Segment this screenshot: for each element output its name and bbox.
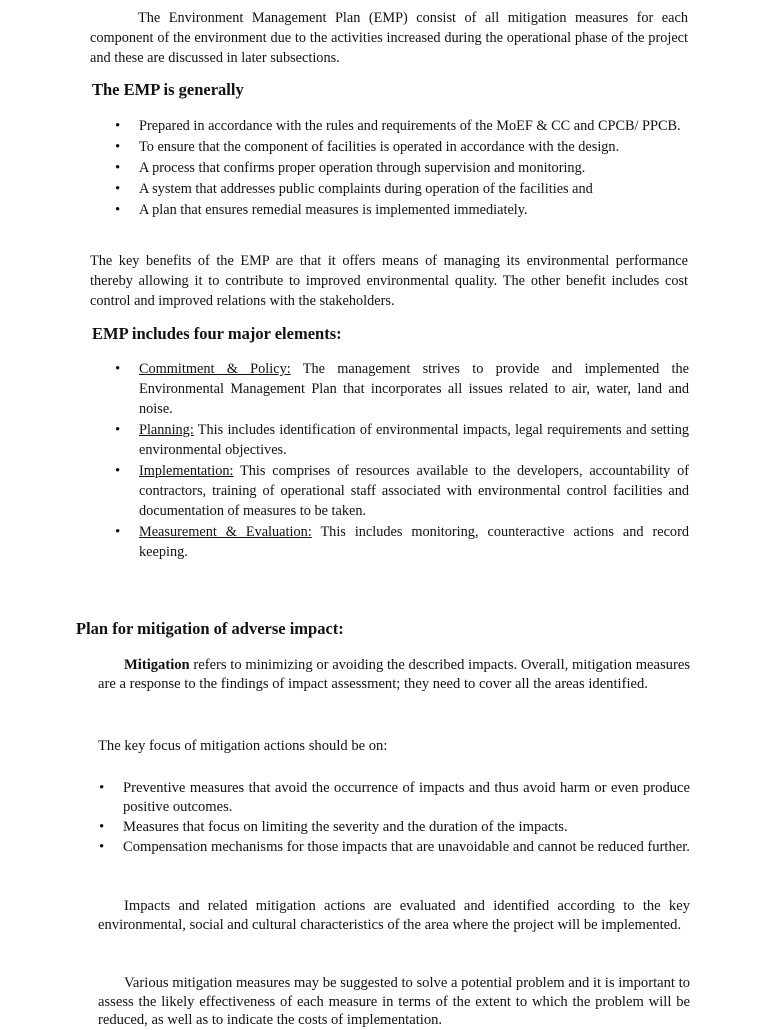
mitigation-paragraph [98,656,690,693]
bullet-icon: • [99,818,105,835]
focus-list [99,779,690,858]
list-item-text: A system that addresses public complaints during operation of the facilities and [139,181,593,197]
list-item [115,461,689,521]
element-text: The management strives to provide and implemented the Environmental Management Plan that incorporates all issues related to air, water, land and noise. [139,361,689,417]
list-item-text: Compensation mechanisms for those impacts that are unavoidable and cannot be reduced further. [123,838,690,855]
list-item [115,522,689,562]
list-item-text: Prepared in accordance with the rules and requirements of the MoEF & CC and CPCB/ PPCB. [139,118,681,134]
heading-emp-generally: The EMP is generally [92,80,244,99]
bullet-icon: • [115,202,121,218]
various-text: Various mitigation measures may be suggested to solve a potential problem and it is important to assess the likely effectiveness of each measure in terms of the extent to which the problem will be reduced, as well as to indicate the costs of implementation. [98,975,690,1028]
list-item-text: Preventive measures that avoid the occurrence of impacts and thus avoid harm or even produce positive outcomes. [123,780,690,815]
list-item-text: A process that confirms proper operation through supervision and monitoring. [139,160,586,176]
list-item [99,818,690,837]
list-item [115,137,689,157]
benefits-paragraph: The key benefits of the EMP are that it offers means of managing its environmental performance thereby allowing it to contribute to improved environmental quality. The other benefit includes cost control and improved relations with the stakeholders. [90,253,688,309]
element-text: This includes identification of environmental impacts, legal requirements and setting environmental objectives. [139,422,689,458]
impacts-paragraph [98,897,690,934]
bullet-icon: • [115,524,121,540]
mitigation-term: Mitigation [124,657,190,673]
list-item-text: To ensure that the component of facilities is operated in accordance with the design. [139,139,620,155]
impacts-text: Impacts and related mitigation actions are evaluated and identified according to the key environmental, social and cultural characteristics of the area where the project will be implemented. [98,898,690,933]
bullet-icon: • [115,181,121,197]
focus-intro: The key focus of mitigation actions should be on: [98,738,388,754]
bullet-icon: • [115,139,121,155]
elements-list [115,359,689,563]
bullet-icon: • [115,160,121,176]
list-item [99,838,690,857]
element-term: Commitment & Policy: [139,361,291,377]
heading-mitigation-plan: Plan for mitigation of adverse impact: [76,619,344,638]
list-item [115,359,689,419]
list-item [115,179,689,199]
various-paragraph [98,974,690,1030]
element-term: Planning: [139,422,194,438]
mitigation-text: refers to minimizing or avoiding the described impacts. Overall, mitigation measures are a response to the findings of impact assessment; they need to cover all the areas identified. [98,657,690,692]
element-text: This comprises of resources available to the developers, accountability of contractors, training of operational staff associated with environmental control facilities and documentation of measures to be taken. [139,463,689,519]
intro-text: The Environment Management Plan (EMP) consist of all mitigation measures for each component of the environment due to the activities increased during the operational phase of the project and these are discussed in later subsections. [90,10,688,66]
list-item-text: Measures that focus on limiting the severity and the duration of the impacts. [123,818,568,835]
bullet-icon: • [115,361,121,377]
bullet-icon: • [99,780,105,796]
list-item-text: A plan that ensures remedial measures is implemented immediately. [139,202,528,218]
intro-paragraph [90,8,688,68]
list-item [99,779,690,816]
list-item [115,200,689,220]
bullet-icon: • [115,118,121,134]
list-item [115,420,689,460]
list-item [115,158,689,178]
bullet-icon: • [99,838,105,855]
element-term: Measurement & Evaluation: [139,524,312,540]
element-text: This includes monitoring, counteractive actions and record keeping. [139,524,689,560]
generally-list [115,116,689,221]
element-term: Implementation: [139,463,234,479]
bullet-icon: • [115,463,121,479]
heading-emp-elements: EMP includes four major elements: [92,324,342,343]
bullet-icon: • [115,422,121,438]
list-item [115,116,689,136]
